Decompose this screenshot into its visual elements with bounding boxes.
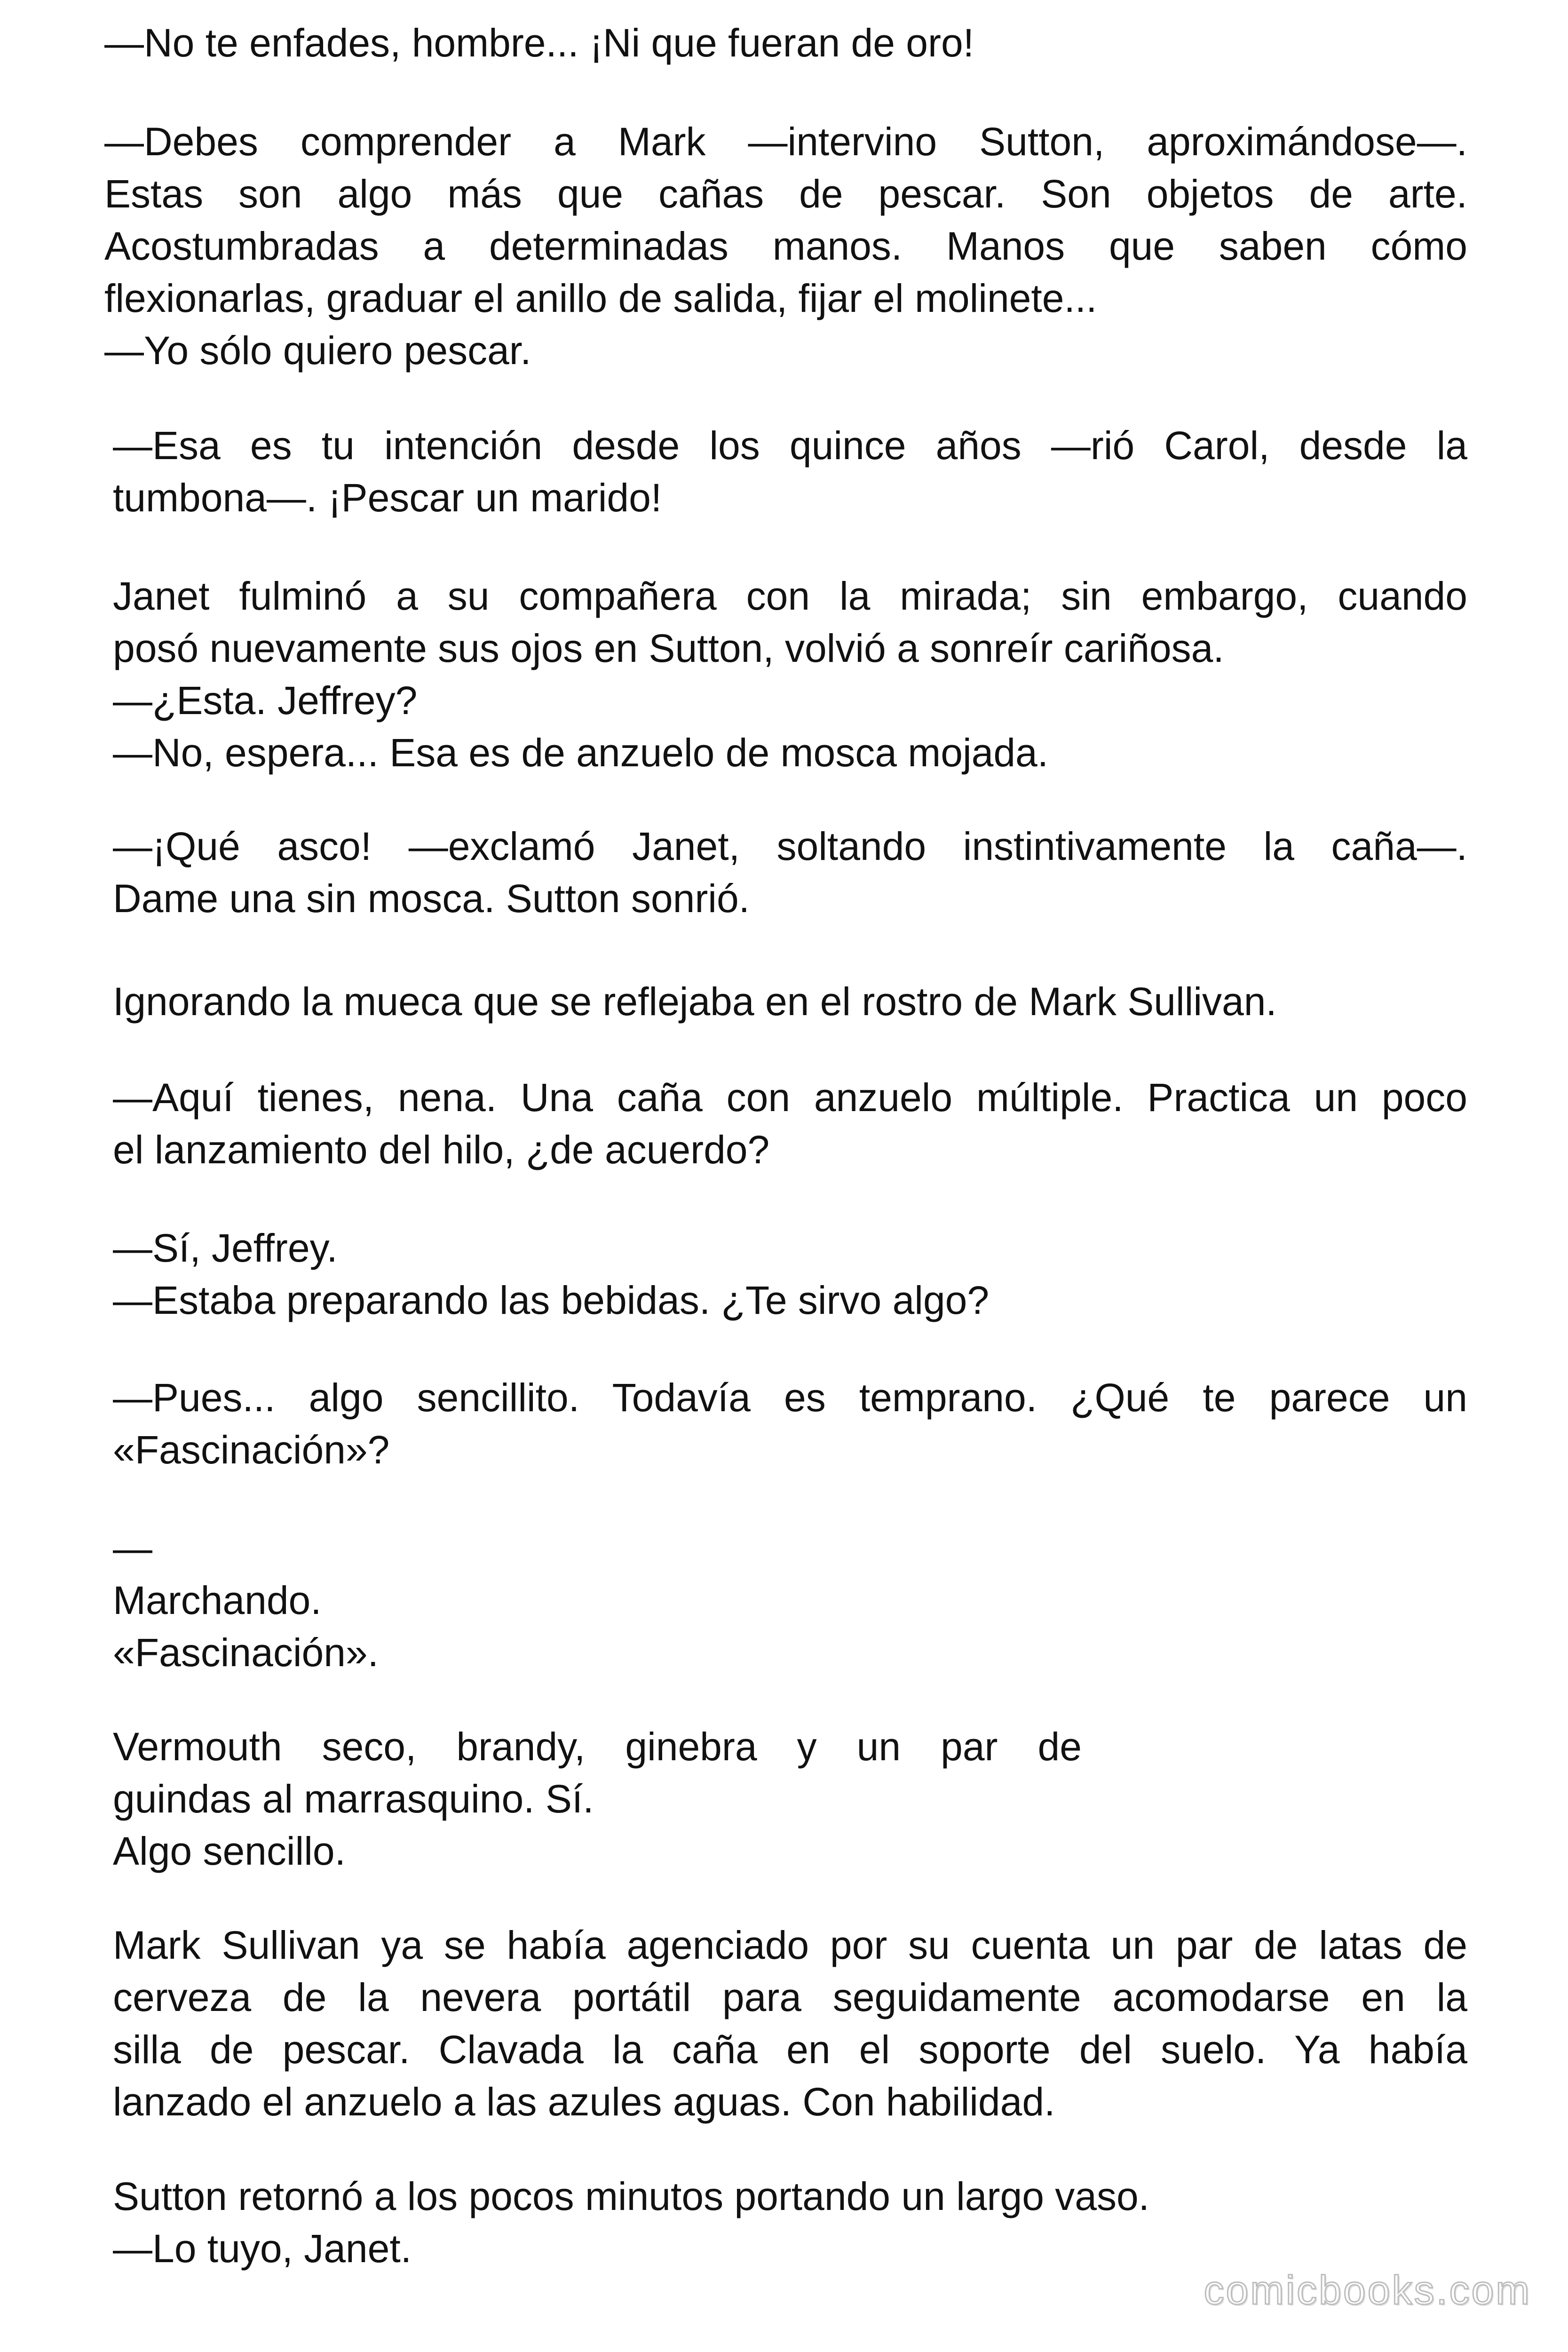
text-line: Algo sencillo. [113,1829,346,1873]
text-line: —¡Qué asco! —exclamó Janet, soltando instintivamente la caña—. [113,824,1467,868]
text-line: «Fascinación». [113,1630,379,1675]
text-line: cerveza de la nevera portátil para seguidamente acomodarse en la [113,1975,1467,2019]
paragraph [113,1721,1082,1877]
text-line: lanzado el anzuelo a las azules aguas. Con habilidad. [113,2080,1055,2124]
paragraph [113,1522,1467,1679]
text-line: Vermouth seco, brandy, ginebra y un par de [113,1724,1082,1769]
text-line: —Debes comprender a Mark —intervino Sutton, aproximándose—. [104,119,1467,164]
paragraph [113,1372,1467,1476]
paragraph [113,1222,1467,1327]
paragraph [113,1919,1467,2128]
text-line: —No te enfades, hombre... ¡Ni que fueran de oro! [104,21,974,65]
text-line: —Pues... algo sencillito. Todavía es temprano. ¿Qué te parece un [113,1375,1467,1420]
text-line: «Fascinación»? [113,1428,390,1472]
text-line: Acostumbradas a determinadas manos. Manos que saben cómo [104,224,1467,268]
text-line: flexionarlas, graduar el anillo de salida, fijar el molinete... [104,276,1097,320]
text-line: —Esa es tu intención desde los quince años —rió Carol, desde la [113,423,1467,468]
paragraph [113,420,1467,524]
text-line: —Estaba preparando las bebidas. ¿Te sirvo algo? [113,1278,990,1322]
text-line: —Aquí tienes, nena. Una caña con anzuelo múltiple. Practica un poco [113,1075,1467,1120]
text-line: silla de pescar. Clavada la caña en el soporte del suelo. Ya había [113,2027,1467,2072]
text-line: Marchando. [113,1578,322,1622]
text-line: —¿Esta. Jeffrey? [113,678,418,723]
paragraph [104,17,1468,69]
text-line: tumbona—. ¡Pescar un marido! [113,476,662,520]
text-line: —Lo tuyo, Janet. [113,2226,412,2271]
text-line: guindas al marrasquino. Sí. [113,1777,594,1821]
text-line: —Sí, Jeffrey. [113,1226,338,1270]
text-line: el lanzamiento del hilo, ¿de acuerdo? [113,1128,770,1172]
paragraph [113,2170,1467,2275]
paragraph [113,570,1467,779]
text-line: Ignorando la mueca que se reflejaba en el rostro de Mark Sullivan. [113,979,1277,1024]
text-line: Estas son algo más que cañas de pescar. Son objetos de arte. [104,172,1467,216]
watermark: comicbooks.com [1204,2268,1531,2313]
paragraph [113,820,1467,925]
paragraph [113,976,1467,1028]
text-line: — [113,1526,152,1570]
text-line: —No, espera... Esa es de anzuelo de mosca mojada. [113,731,1049,775]
paragraph [104,116,1467,377]
text-line: posó nuevamente sus ojos en Sutton, volvió a sonreír cariñosa. [113,626,1224,670]
text-line: Mark Sullivan ya se había agenciado por su cuenta un par de latas de [113,1923,1467,1967]
paragraph [113,1072,1467,1176]
text-line: —Yo sólo quiero pescar. [104,328,531,373]
text-line: Sutton retornó a los pocos minutos portando un largo vaso. [113,2174,1150,2218]
text-line: Janet fulminó a su compañera con la mirada; sin embargo, cuando [113,574,1467,618]
text-line: Dame una sin mosca. Sutton sonrió. [113,876,750,921]
